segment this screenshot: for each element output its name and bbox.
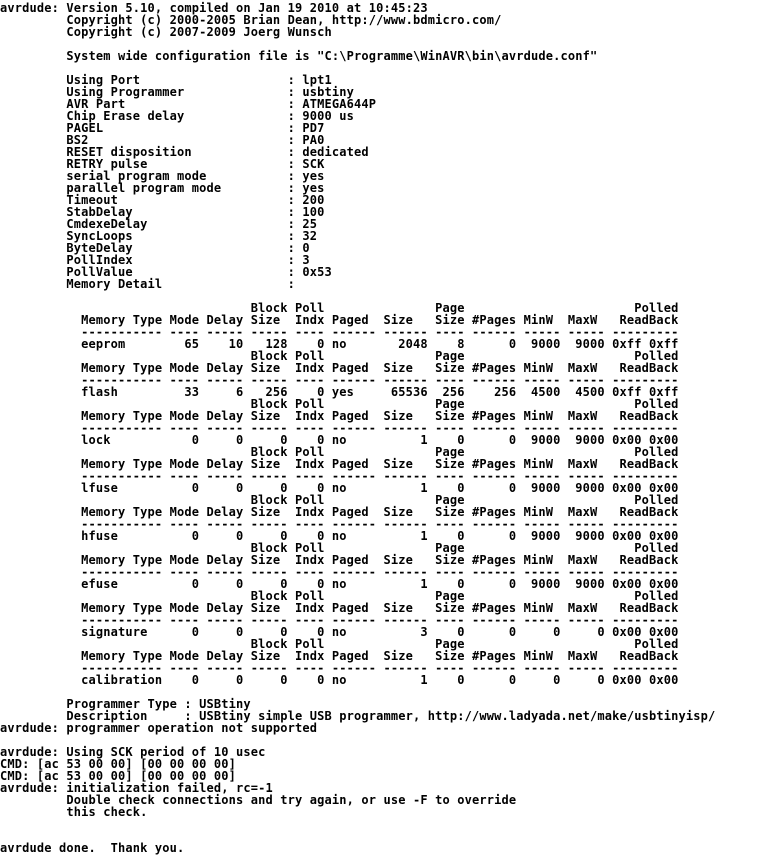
console-line: avrdude: Version 5.10, compiled on Jan 19 2010 at 10:45:23 [0, 1, 428, 15]
console-line: AVR Part : ATMEGA644P [0, 97, 377, 111]
console-line: Memory Type Mode Delay Size Indx Paged Size Size #Pages MinW MaxW ReadBack [0, 601, 679, 615]
console-line: RESET disposition : dedicated [0, 145, 369, 159]
console-line: BS2 : PA0 [0, 133, 325, 147]
console-line: Copyright (c) 2000-2005 Brian Dean, http://www.bdmicro.com/ [0, 13, 502, 27]
console-line: ----------- ---- ----- ----- ---- ------ ------ ---- ------ ----- ----- --------- [0, 469, 679, 483]
console-line: Programmer Type : USBtiny [0, 697, 251, 711]
console-line: calibration 0 0 0 0 no 1 0 0 0 0 0x00 0x00 [0, 673, 679, 687]
console-line: ----------- ---- ----- ----- ---- ------ ------ ---- ------ ----- ----- --------- [0, 421, 679, 435]
console-line: eeprom 65 10 128 0 no 2048 8 0 9000 9000 0xff 0xff [0, 337, 679, 351]
console-line: serial program mode : yes [0, 169, 325, 183]
console-line: System wide configuration file is "C:\Programme\WinAVR\bin\avrdude.conf" [0, 49, 598, 63]
console-line: Description : USBtiny simple USB programmer, http://www.ladyada.net/make/usbtinyisp/ [0, 709, 716, 723]
console-line: ----------- ---- ----- ----- ---- ------ ------ ---- ------ ----- ----- --------- [0, 565, 679, 579]
console-line: Memory Type Mode Delay Size Indx Paged Size Size #Pages MinW MaxW ReadBack [0, 505, 679, 519]
console-line: ----------- ---- ----- ----- ---- ------ ------ ---- ------ ----- ----- --------- [0, 373, 679, 387]
console-line: this check. [0, 805, 148, 819]
console-line: Double check connections and try again, or use -F to override [0, 793, 517, 807]
console-line: Block Poll Page Polled [0, 349, 679, 363]
console-line: Memory Type Mode Delay Size Indx Paged Size Size #Pages MinW MaxW ReadBack [0, 553, 679, 567]
console-line: avrdude done. Thank you. [0, 841, 185, 855]
console-line: CMD: [ac 53 00 00] [00 00 00 00] [0, 769, 236, 783]
console-line: lfuse 0 0 0 0 no 1 0 0 9000 9000 0x00 0x00 [0, 481, 679, 495]
console-line: PollValue : 0x53 [0, 265, 332, 279]
console-line: Memory Type Mode Delay Size Indx Paged Size Size #Pages MinW MaxW ReadBack [0, 313, 679, 327]
console-line: ----------- ---- ----- ----- ---- ------ ------ ---- ------ ----- ----- --------- [0, 325, 679, 339]
console-line: Copyright (c) 2007-2009 Joerg Wunsch [0, 25, 332, 39]
console-line: avrdude: programmer operation not supported [0, 721, 318, 735]
console-line: avrdude: Using SCK period of 10 usec [0, 745, 266, 759]
console-line: signature 0 0 0 0 no 3 0 0 0 0 0x00 0x00 [0, 625, 679, 639]
console-line: ----------- ---- ----- ----- ---- ------ ------ ---- ------ ----- ----- --------- [0, 613, 679, 627]
console-line: efuse 0 0 0 0 no 1 0 0 9000 9000 0x00 0x00 [0, 577, 679, 591]
console-line: Block Poll Page Polled [0, 541, 679, 555]
console-line: hfuse 0 0 0 0 no 1 0 0 9000 9000 0x00 0x00 [0, 529, 679, 543]
console-line: SyncLoops : 32 [0, 229, 318, 243]
console-line: Block Poll Page Polled [0, 301, 679, 315]
console-line: avrdude: initialization failed, rc=-1 [0, 781, 273, 795]
console-line: CmdexeDelay : 25 [0, 217, 318, 231]
console-line: Using Port : lpt1 [0, 73, 332, 87]
console-line: ----------- ---- ----- ----- ---- ------ ------ ---- ------ ----- ----- --------- [0, 517, 679, 531]
console-line: Timeout : 200 [0, 193, 325, 207]
console-line: RETRY pulse : SCK [0, 157, 325, 171]
console-line: StabDelay : 100 [0, 205, 325, 219]
console-line: Memory Type Mode Delay Size Indx Paged Size Size #Pages MinW MaxW ReadBack [0, 409, 679, 423]
console-line: Memory Type Mode Delay Size Indx Paged Size Size #Pages MinW MaxW ReadBack [0, 457, 679, 471]
console-line: Block Poll Page Polled [0, 397, 679, 411]
console-line: Block Poll Page Polled [0, 637, 679, 651]
console-line: ----------- ---- ----- ----- ---- ------ ------ ---- ------ ----- ----- --------- [0, 661, 679, 675]
console-line: Block Poll Page Polled [0, 589, 679, 603]
console-line: PollIndex : 3 [0, 253, 310, 267]
console-line: lock 0 0 0 0 no 1 0 0 9000 9000 0x00 0x00 [0, 433, 679, 447]
console-line: Block Poll Page Polled [0, 445, 679, 459]
console-line: Using Programmer : usbtiny [0, 85, 354, 99]
console-line: Memory Type Mode Delay Size Indx Paged Size Size #Pages MinW MaxW ReadBack [0, 361, 679, 375]
console-line: PAGEL : PD7 [0, 121, 325, 135]
console-line: Block Poll Page Polled [0, 493, 679, 507]
console-line: CMD: [ac 53 00 00] [00 00 00 00] [0, 757, 236, 771]
console-line: ByteDelay : 0 [0, 241, 310, 255]
console-line: parallel program mode : yes [0, 181, 325, 195]
console-line: flash 33 6 256 0 yes 65536 256 256 4500 4500 0xff 0xff [0, 385, 679, 399]
console-line: Memory Detail : [0, 277, 295, 291]
console-line: Memory Type Mode Delay Size Indx Paged Size Size #Pages MinW MaxW ReadBack [0, 649, 679, 663]
console-line: Chip Erase delay : 9000 us [0, 109, 354, 123]
